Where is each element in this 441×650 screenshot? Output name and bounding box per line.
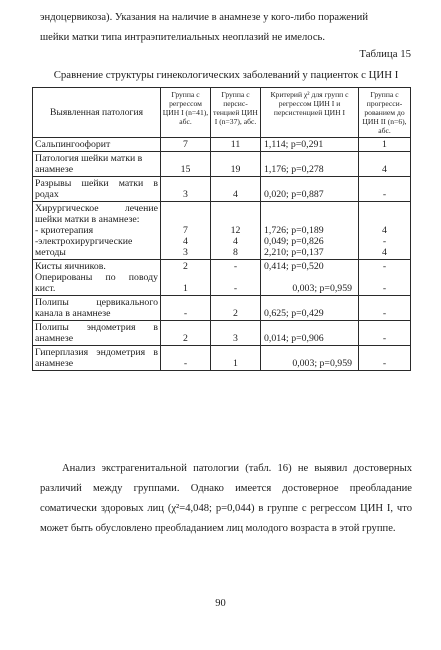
cell-g1 — [161, 260, 211, 296]
cell-value: 12 — [230, 225, 241, 236]
row-label-sub: - криотерапия — [35, 225, 94, 236]
table-row — [33, 177, 411, 202]
table-label: Таблица 15 — [359, 48, 411, 60]
cell-g1: 7 — [161, 138, 211, 152]
cell-criterion: 0,020; p=0,887 — [261, 177, 359, 202]
top-paragraph-line-1: эндоцервикоза). Указания на наличие в анамнезе у кого-либо поражений — [40, 12, 369, 23]
cell-value: 2,210; p=0,137 — [264, 247, 324, 258]
cell-value: - — [382, 236, 387, 247]
header-regression-group: Группа с регрессом ЦИН I (n=41), абс. — [161, 88, 211, 138]
cell-g3 — [359, 260, 411, 296]
top-paragraph-line-2: шейки матки типа интраэпителиальных неоплазий не имелось. — [40, 32, 326, 43]
cell-g3 — [359, 202, 411, 260]
cell-value: 1,726; p=0,189 — [264, 225, 324, 236]
cell-g1: 3 — [161, 177, 211, 202]
cell-g2: 3 — [211, 321, 261, 346]
cell-g1: 15 — [161, 152, 211, 177]
cell-value: - — [382, 283, 387, 294]
cell-value: 1 — [183, 283, 188, 294]
row-label — [33, 202, 161, 260]
row-label: Полипы цервикального канала в анамнезе — [33, 296, 161, 321]
table-title: Сравнение структуры гинекологических заболеваний у пациенток с ЦИН I — [53, 69, 399, 81]
row-label-main: Хирургическое лечение шейки матки в анамнезе: — [35, 203, 158, 225]
cell-value: 8 — [233, 247, 238, 258]
row-label: Полипы эндометрия в анамнезе — [33, 321, 161, 346]
row-label-main: Кисты яичников. — [35, 261, 106, 272]
cell-g2: 1 — [211, 346, 261, 371]
header-progression-group: Группа с прогресси- рованием до ЦИН II (n=6), абс. — [359, 88, 411, 138]
cell-criterion — [261, 260, 359, 296]
cell-criterion: 0,003; p=0,959 — [261, 346, 359, 371]
cell-g3: - — [359, 177, 411, 202]
cell-g1: 2 — [161, 321, 211, 346]
cell-g3: - — [359, 296, 411, 321]
row-label — [33, 260, 161, 296]
cell-value: 0,049; p=0,826 — [264, 236, 324, 247]
cell-value: 3 — [183, 247, 188, 258]
cell-g1: - — [161, 346, 211, 371]
bottom-paragraph — [40, 459, 412, 539]
cell-criterion — [261, 202, 359, 260]
cell-g3: 4 — [359, 152, 411, 177]
top-paragraph — [40, 8, 412, 48]
table-row — [33, 321, 411, 346]
pathology-table — [32, 87, 411, 371]
cell-g3: - — [359, 321, 411, 346]
bottom-paragraph-text: Анализ экстрагенитальной патологии (табл. 16) не выявил достоверных различий между группами. Однако имеется достоверное преобладание соматически здоровых лиц (χ²=4,048; p=0,044) в группе с регрессом ЦИН I, что может быть обусловлено преобладанием лиц молодого возраста в этой группе. — [40, 463, 412, 534]
table-header-row — [33, 88, 411, 138]
cell-g2 — [211, 260, 261, 296]
header-persistence-group: Группа с персис- тенцией ЦИН I (n=37), абс. — [211, 88, 261, 138]
cell-value: - — [382, 261, 387, 272]
cell-g2 — [211, 202, 261, 260]
cell-value: 4 — [183, 236, 188, 247]
cell-g2: 19 — [211, 152, 261, 177]
cell-criterion: 0,014; p=0,906 — [261, 321, 359, 346]
cell-g1: - — [161, 296, 211, 321]
row-label: Патология шейки матки в анамнезе — [33, 152, 161, 177]
cell-g2: 4 — [211, 177, 261, 202]
header-pathology: Выявленная патология — [33, 88, 161, 138]
cell-criterion: 0,625; p=0,429 — [261, 296, 359, 321]
cell-value: 7 — [183, 225, 188, 236]
cell-criterion: 1,114; p=0,291 — [261, 138, 359, 152]
cell-g1 — [161, 202, 211, 260]
cell-value: 2 — [183, 261, 188, 272]
table-row — [33, 152, 411, 177]
cell-value: 4 — [382, 247, 387, 258]
cell-value: 0,414; p=0,520 — [264, 261, 324, 272]
cell-value: 4 — [382, 225, 387, 236]
cell-value: 4 — [233, 236, 238, 247]
page-number: 90 — [215, 598, 226, 609]
cell-value: 0,003; p=0,959 — [292, 283, 352, 294]
row-label: Гиперплазия эндометрия в анамнезе — [33, 346, 161, 371]
cell-g3: - — [359, 346, 411, 371]
cell-value: - — [233, 283, 238, 294]
row-label: Разрывы шейки матки в родах — [33, 177, 161, 202]
table-row — [33, 346, 411, 371]
cell-g2: 2 — [211, 296, 261, 321]
row-label: Сальпингоофорит — [33, 138, 161, 152]
cell-criterion: 1,176; p=0,278 — [261, 152, 359, 177]
cell-g2: 11 — [211, 138, 261, 152]
table-row — [33, 138, 411, 152]
cell-g3: 1 — [359, 138, 411, 152]
table-row — [33, 296, 411, 321]
cell-value: - — [233, 261, 238, 272]
table-row — [33, 202, 411, 260]
header-chi-square: Критерий χ² для групп с регрессом ЦИН I и персистенцией ЦИН I — [261, 88, 359, 138]
row-label-sub: -электрохирургические методы — [35, 236, 133, 258]
table-row — [33, 260, 411, 296]
row-label-sub: Оперированы по поводу кист. — [35, 272, 158, 294]
